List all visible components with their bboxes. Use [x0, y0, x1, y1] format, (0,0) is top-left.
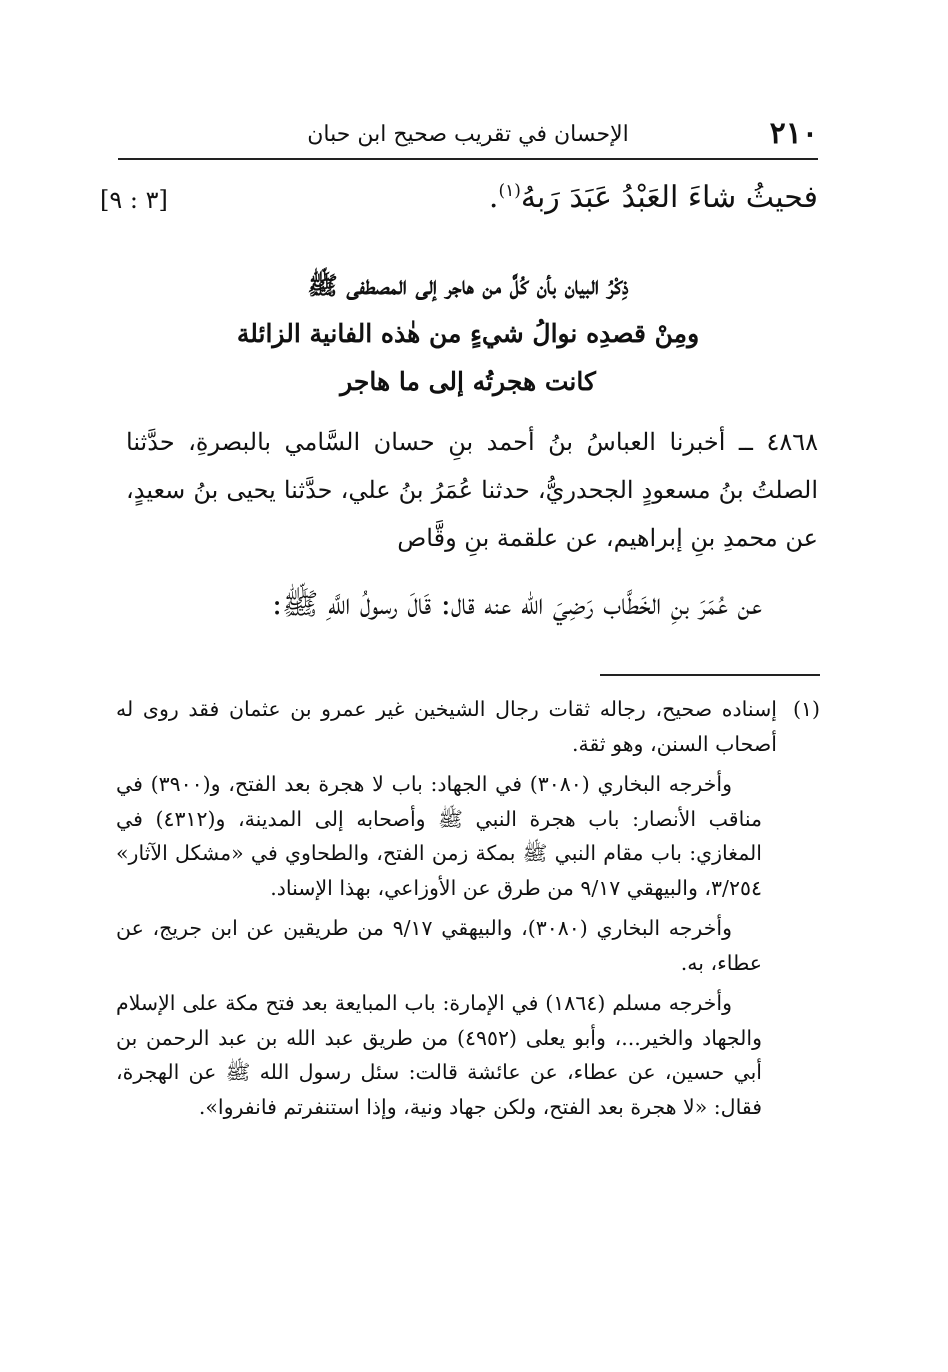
- footnotes-section: [116, 692, 820, 1124]
- page-number: ٢١٠: [769, 116, 818, 151]
- hadith-matn: عن عُمَرَ بنِ الخَطَّاب رَضِيَ الله عنه قال: قَالَ رسولُ اللَّهِ ﷺ:: [272, 587, 762, 622]
- chapter-heading-line-1: ذِكْرُ البيان بأن كُلَّ من هاجر إلى المصطفى ﷺ: [307, 271, 629, 300]
- footnote-paragraph-4: وأخرجه مسلم (١٨٦٤) في الإمارة: باب المبايعة بعد فتح مكة على الإسلام والجهاد والخير...، وأبو يعلى (٤٩٥٢) من طريق عبد الله بن عبد الرحمن بن أبي حسين، عن عطاء، عن عائشة قالت: سئل رسول الله ﷺ عن الهجرة، فقال: «لا هجرة بعد الفتح، ولكن جهاد ونية، وإذا استنفرتم فانفروا».: [116, 991, 762, 1119]
- intro-text: فحيثُ شاءَ العَبْدُ عَبَدَ رَبهُ: [520, 180, 818, 215]
- intro-line: [100, 180, 818, 230]
- running-title: الإحسان في تقريب صحيح ابن حبان: [307, 122, 629, 147]
- intro-text-container: [489, 180, 818, 215]
- chapter-heading-line-2: ومِنْ قصدِه نوالُ شيءٍ من هٰذه الفانية الزائلة: [236, 319, 700, 348]
- footnote-paragraph-3: وأخرجه البخاري (٣٠٨٠)، والبيهقي ٩/١٧ من طريقين عن ابن جريج، عن عطاء، به.: [116, 916, 762, 975]
- footnote-1-text: إسناده صحيح، رجاله ثقات رجال الشيخين غير عمرو بن عثمان فقد روى له أصحاب السنن، وهو ثقة.: [116, 697, 777, 756]
- footnote-paragraph-2: وأخرجه البخاري (٣٠٨٠) في الجهاد: باب لا هجرة بعد الفتح، و(٣٩٠٠) في مناقب الأنصار: باب هجرة النبي ﷺ وأصحابه إلى المدينة، و(٤٣١٢) في المغازي: باب مقام النبي ﷺ بمكة زمن الفتح، والطحاوي في «مشكل الآثار» ٣/٢٥٤، والبيهقي ٩/١٧ من طرق عن الأوزاعي، بهذا الإسناد.: [116, 772, 762, 900]
- chapter-heading-line-3: كانت هجرتُه إلى ما هاجر: [340, 367, 596, 396]
- footnote-marker: (١): [792, 697, 820, 721]
- hadith-isnad: ٤٨٦٨ ــ أخبرنا العباسُ بنُ أحمد بنِ حسان السَّامي بالبصرةِ، حدَّثنا الصلتُ بنُ مسعودٍ الجحدريُّ، حدثنا عُمَرُ بنُ علي، حدَّثنا يحيى بنُ سعيدٍ، عن محمدِ بنِ إبراهيم، عن علقمة بنِ وقَّاص: [126, 428, 819, 552]
- page-header: [118, 112, 818, 160]
- chapter-heading: [118, 262, 818, 406]
- intro-end-mark: .: [488, 180, 499, 215]
- footnote-reference[interactable]: (١): [498, 181, 521, 201]
- footnote-1: [116, 692, 820, 761]
- reference-tag: [٣ : ٩]: [100, 186, 168, 214]
- footnote-divider: [600, 674, 820, 676]
